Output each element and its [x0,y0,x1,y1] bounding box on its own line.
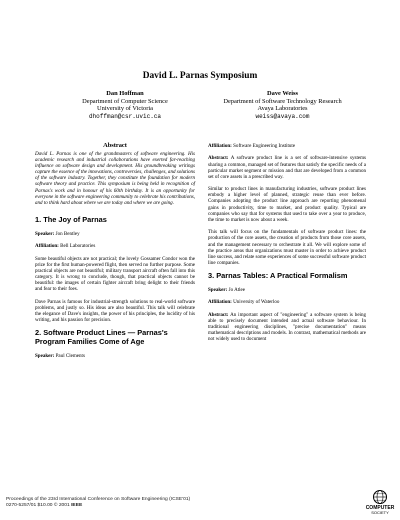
author-block-2 [200,90,365,120]
right-column [208,143,366,349]
section-heading-2: 2. Software Product Lines — Parnas's Program Families Come of Age [35,328,168,347]
affiliation-line: Affiliation: Bell Laboratories [35,243,96,250]
footer-copyright: 0270-5257/01 $10.00 © 2001 IEEE [6,503,83,509]
page-footer [6,497,190,509]
affiliation-line: Affiliation: University of Waterloo [208,299,280,306]
author-email: dhoffman@csr.uvic.ca [88,112,161,120]
speaker-line: Speaker: Jon Bentley [35,230,80,237]
footer-proceedings: Proceedings of the 23rd International Conference on Software Engineering (ICSE'01) [6,497,191,502]
body-paragraph: This talk will focus on the fundamentals of software product lines: the production of the core assets, the creation of products from those core assets, and the management necessary to orchestrate it all. We will explore some of the practice areas that organizations must master in order to achieve product line success, and relate some experiences of some successful software product line companies. [208,229,366,267]
author-email: weiss@avaya.com [255,112,310,120]
author-name: Dave Weiss [267,90,298,97]
author-department: Department of Software Technology Research [223,97,342,105]
ieee-computer-society-logo [363,489,397,515]
author-block-1 [55,90,195,120]
body-paragraph: Some beautiful objects are not practical; the lovely Gossamer Condor won the prize for the first human-powered flight, then served no further purpose. Some practical objects are not beautiful; military transport aircraft often fall into this category. It is wrong to conclude, though, that practical objects cannot be beautiful: the images of certain fighter aircraft bring delight to their friends and fear to their foes. [35,255,195,293]
speaker-line: Speaker: Paul Clements [35,352,85,359]
affiliation-line: Affiliation: Software Engineering Institute [208,143,296,149]
body-paragraph: Abstract: An important aspect of "engineering" a software system is being able to precisely document intended and actual software behaviour. In traditional engineering disciplines, "precise documentation" means mathematical descriptions and models. In contrast, mathematical methods are not widely used to document [208,311,367,343]
svg-text:COMPUTER: COMPUTER [365,505,395,511]
abstract-text: David L. Parnas is one of the grandmasters of software engineering. His academic research and industrial collaborations have exerted far-reaching influence on software design and development. His groundbreaking writings capture the essence of the innovations, controversies, challenges, and solutions of the software industry. Together, they constitute the foundation for modern software theory and practice. This symposium is being held in recognition of Parnas's work and in honour of his 60th birthday. It is an opportunity for everyone in the software engineering community to celebrate his contributions, and to think hard about where we are today and where we are going. [35,150,195,206]
svg-text:SOCIETY: SOCIETY [371,510,389,515]
body-paragraph: Similar to product lines in manufacturing industries, software product lines embody a higher level of planned, strategic reuse than ever before. Companies adopting the product line approach are reporting phenomenal gains in productivity, time to market, and product quality. Typical are companies who say that for systems that used to take over a year to produce, the time to market is now about a week. [208,186,366,223]
section-heading-3: 3. Parnas Tables: A Practical Formalism [208,271,348,281]
section-heading-1: 1. The Joy of Parnas [35,215,107,225]
body-paragraph: Abstract: A software product line is a set of software-intensive systems sharing a common, managed set of features that satisfy the specific needs of a particular market segment or mission and that are developed from a common set of core assets in a prescribed way. [208,155,366,180]
author-name: Dan Hoffman [106,90,144,97]
author-organization: University of Victoria [97,105,153,113]
speaker-line: Speaker: Jo Atlee [208,287,246,293]
left-column [35,143,195,365]
abstract-heading: Abstract [103,142,127,149]
author-organization: Avaya Laboratories [257,105,308,113]
author-department: Department of Computer Science [82,97,168,105]
body-paragraph: Dave Parnas is famous for industrial-strength solutions to real-world software problems, and justly so. His ideas are also beautiful. This talk will celebrate the elegance of Dave's insights, the power of his principles, the lucidity of his writing, and his passion for precision. [35,298,195,324]
paper-title: David L. Parnas Symposium [142,71,258,81]
